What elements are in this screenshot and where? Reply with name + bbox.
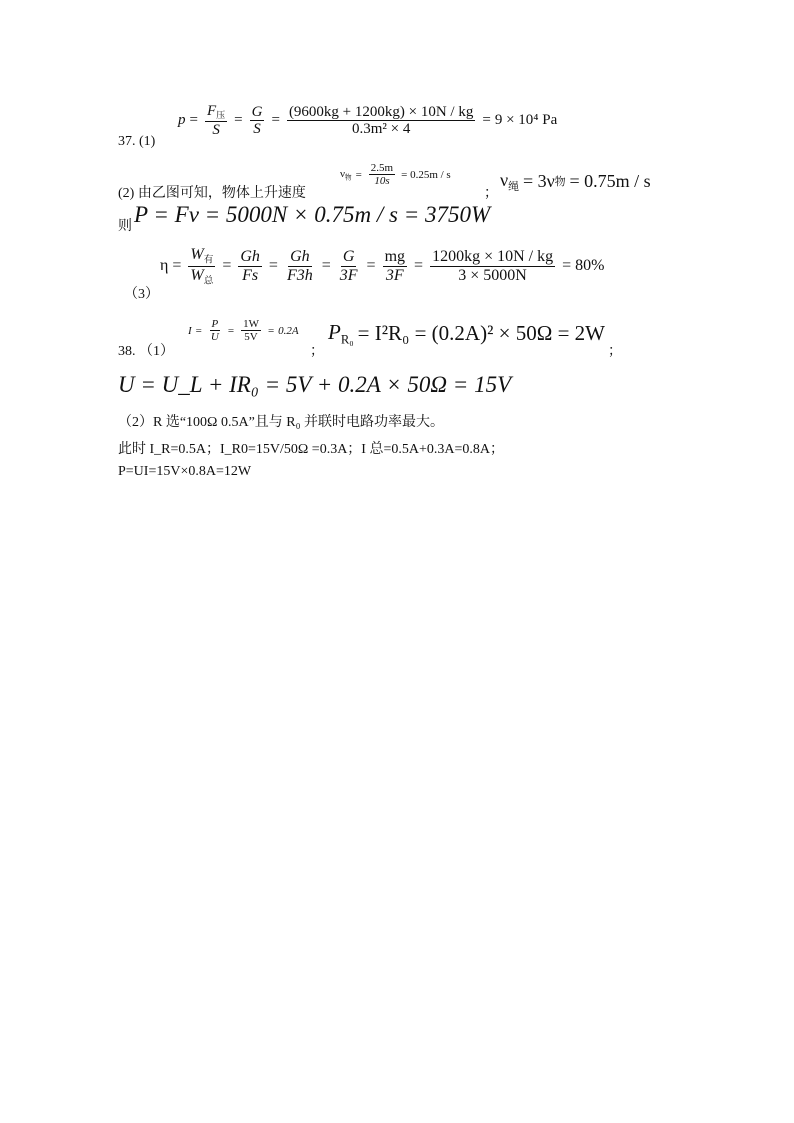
voltage-equation: U = U_L + IR₀ = 5V + 0.2A × 50Ω = 15V	[118, 372, 512, 397]
power-equation: P = Fν = 5000N × 0.75m / s = 3750W	[134, 202, 491, 227]
resistor-power-equation: $P_{R_0}$ = I²R₀ = (0.2A)² × 50Ω = 2W	[328, 320, 605, 347]
object-velocity-equation: $\nu_物$ = $\frac{2.5m}{10s}$ = 0.25m / s	[340, 162, 451, 188]
rope-velocity-equation: $\nu_绳$ = 3ν 物 = 0.75m / s	[500, 170, 651, 193]
q37-part2-text: (2) 由乙图可知，物体上升速度	[118, 186, 306, 201]
current-equation: I = $\frac{P}{U}$ = $\frac{1W}{5V}$ = 0.2A	[188, 318, 299, 344]
q37-label: 37. (1)	[118, 134, 156, 149]
then-label: 则	[118, 219, 132, 234]
fraction-f-over-s: $\frac{F_压}{S}$	[206, 103, 226, 139]
current-values-line: 此时 I_R=0.5A；I_R0=15V/50Ω =0.3A；I 总=0.5A+0.3A=0.8A；	[118, 442, 504, 457]
pressure-result: 9 × 10⁴ Pa	[494, 112, 558, 129]
efficiency-equation: η = $\frac{W_有}{W_总}$ = $\frac{Gh}{Fs}$ = $\frac{Gh}{F3h}$ = $\frac{G}{3F}$ = $\frac{mg}{3F}$ = $\frac{1200kg \times 10N / kg}{3 \times 5000N}$ = 80%	[160, 246, 605, 287]
pressure-symbol: p	[178, 112, 186, 129]
q37-pressure-equation: p = $\frac{F_压}{S}$ = $\frac{G}{S}$ = $\frac{(9600kg + 1200kg) \times 10N / kg}{\text{0.3m² × 4}}$ = 9 × 10⁴ Pa	[178, 103, 558, 139]
fraction-g-over-s: $\frac{G}{S}$	[251, 103, 263, 138]
separator: ；	[608, 344, 622, 359]
separator: ；	[310, 344, 324, 359]
q38-label: 38. （1）	[118, 344, 174, 359]
q38-part2-text: （2）R 选“100Ω 0.5A”且与 R₀ 并联时电路功率最大。	[118, 415, 444, 430]
q37-part3-label: （3）	[124, 287, 159, 302]
fraction-weight-over-area: $\frac{(9600kg + 1200kg) \times 10N / kg}{\text{0.3m² × 4}}$	[288, 103, 474, 138]
max-power-line: P=UI=15V×0.8A=12W	[118, 464, 252, 479]
separator: ；	[484, 186, 498, 201]
